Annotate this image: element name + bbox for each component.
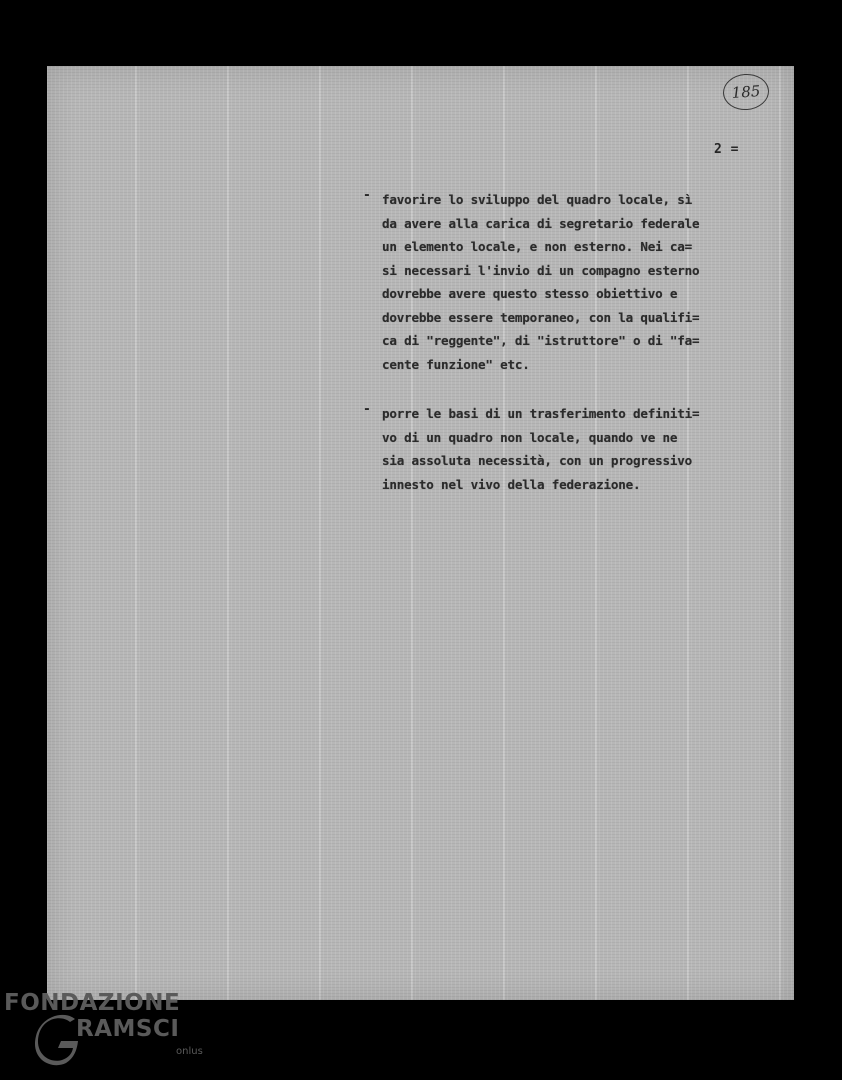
text-line: innesto nel vivo della federazione.	[382, 476, 641, 492]
logo-line-2: RAMSCI	[76, 1016, 180, 1042]
text-line: si necessari l'invio di un compagno esterno	[382, 262, 700, 278]
text-line: un elemento locale, e non esterno. Nei ca=	[382, 239, 693, 254]
text-line: sia assoluta necessità, con un progressivo	[382, 453, 693, 468]
text-line: cente funzione" etc.	[382, 356, 530, 372]
archive-number: 185	[731, 82, 761, 102]
text-line: porre le basi di un trasferimento definiti=	[382, 406, 700, 421]
text-line: ca di "reggente", di "istruttore" o di "fa=	[382, 333, 700, 348]
logo-line-1: FONDAZIONE	[4, 990, 181, 1016]
text-line: dovrebbe essere temporaneo, con la qualifi=	[382, 309, 700, 325]
page-number: 2 =	[714, 142, 739, 157]
text-line: da avere alla carica di segretario federale	[382, 215, 700, 231]
list-item	[365, 188, 785, 376]
logo-g-mark-icon	[34, 1014, 78, 1066]
archive-number-stamp	[722, 72, 770, 111]
list-item	[365, 402, 785, 496]
fondazione-gramsci-logo	[4, 990, 214, 1070]
bullet-dash: -	[363, 188, 371, 203]
document-page	[47, 66, 794, 1000]
text-line: dovrebbe avere questo stesso obiettivo e	[382, 286, 678, 301]
bullet-dash: -	[363, 402, 371, 417]
logo-subtitle: onlus	[176, 1046, 203, 1057]
text-line: vo di un quadro non locale, quando ve ne	[382, 429, 678, 445]
text-line: favorire lo sviluppo del quadro locale, sì	[382, 192, 693, 207]
